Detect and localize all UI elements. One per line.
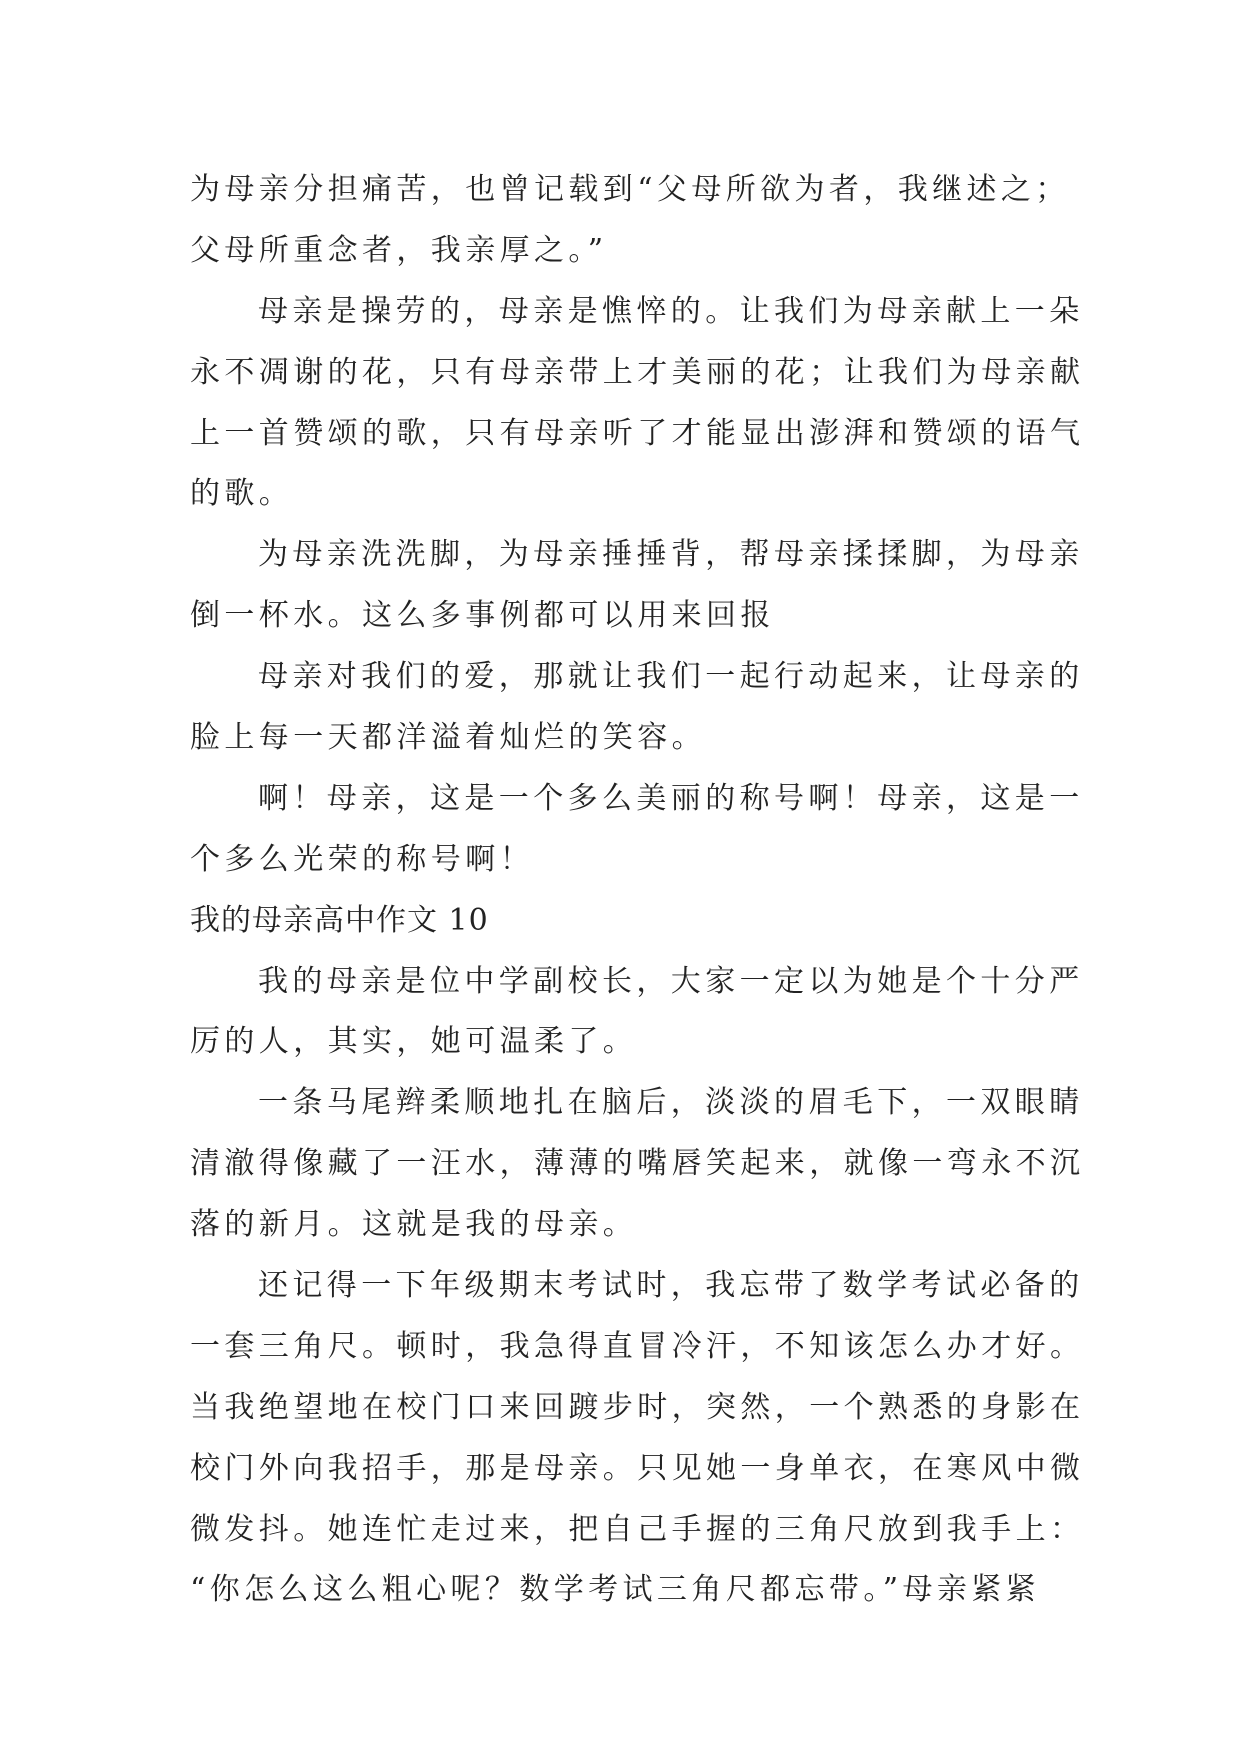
text-line: 一条马尾辫柔顺地扎在脑后，淡淡的眉毛下，一双眼睛 [258,1085,1084,1121]
text-line: 倒一杯水。这么多事例都可以用来回报 [190,598,775,634]
text-line: 母亲对我们的爱，那就让我们一起行动起来，让母亲的 [258,659,1084,695]
text-line: 永不凋谢的花，只有母亲带上才美丽的花；让我们为母亲献 [190,354,1085,390]
text-line: 校门外向我招手，那是母亲。只见她一身单衣，在寒风中微 [190,1450,1085,1486]
text-line: 还记得一下年级期末考试时，我忘带了数学考试必备的 [258,1268,1084,1304]
text-line: 脸上每一天都洋溢着灿烂的笑容。 [190,720,706,756]
text-line: 我的母亲是位中学副校长，大家一定以为她是个十分严 [258,963,1084,999]
text-line: 的歌。 [190,476,294,512]
text-line: 一套三角尺。顿时，我急得直冒冷汗，不知该怎么办才好。 [190,1328,1085,1364]
text-line: 为母亲分担痛苦，也曾记载到“父母所欲为者，我继述之； [190,172,1070,207]
text-line: 父母所重念者，我亲厚之。” [190,232,608,268]
text-line: “你怎么这么粗心呢？数学考试三角尺都忘带。”母亲紧紧 [190,1572,1041,1608]
text-line: 个多么光荣的称号啊！ [190,841,534,877]
text-line: 清澈得像藏了一汪水，薄薄的嘴唇笑起来，就像一弯永不沉 [190,1146,1085,1182]
text-line: 为母亲洗洗脚，为母亲捶捶背，帮母亲揉揉脚，为母亲 [258,537,1084,573]
document-body [190,160,1085,1621]
text-line: 当我绝望地在校门口来回踱步时，突然，一个熟悉的身影在 [190,1389,1085,1425]
text-line: 啊！母亲，这是一个多么美丽的称号啊！母亲，这是一 [258,780,1084,816]
text-line: 母亲是操劳的，母亲是憔悴的。让我们为母亲献上一朵 [258,293,1084,329]
text-line: 厉的人，其实，她可温柔了。 [190,1024,638,1060]
text-line: 上一首赞颂的歌，只有母亲听了才能显出澎湃和赞颂的语气 [190,415,1085,451]
text-line: 微发抖。她连忙走过来，把自己手握的三角尺放到我手上： [190,1511,1085,1547]
section-heading: 我的母亲高中作文 10 [190,902,489,938]
text-line: 落的新月。这就是我的母亲。 [190,1207,638,1243]
